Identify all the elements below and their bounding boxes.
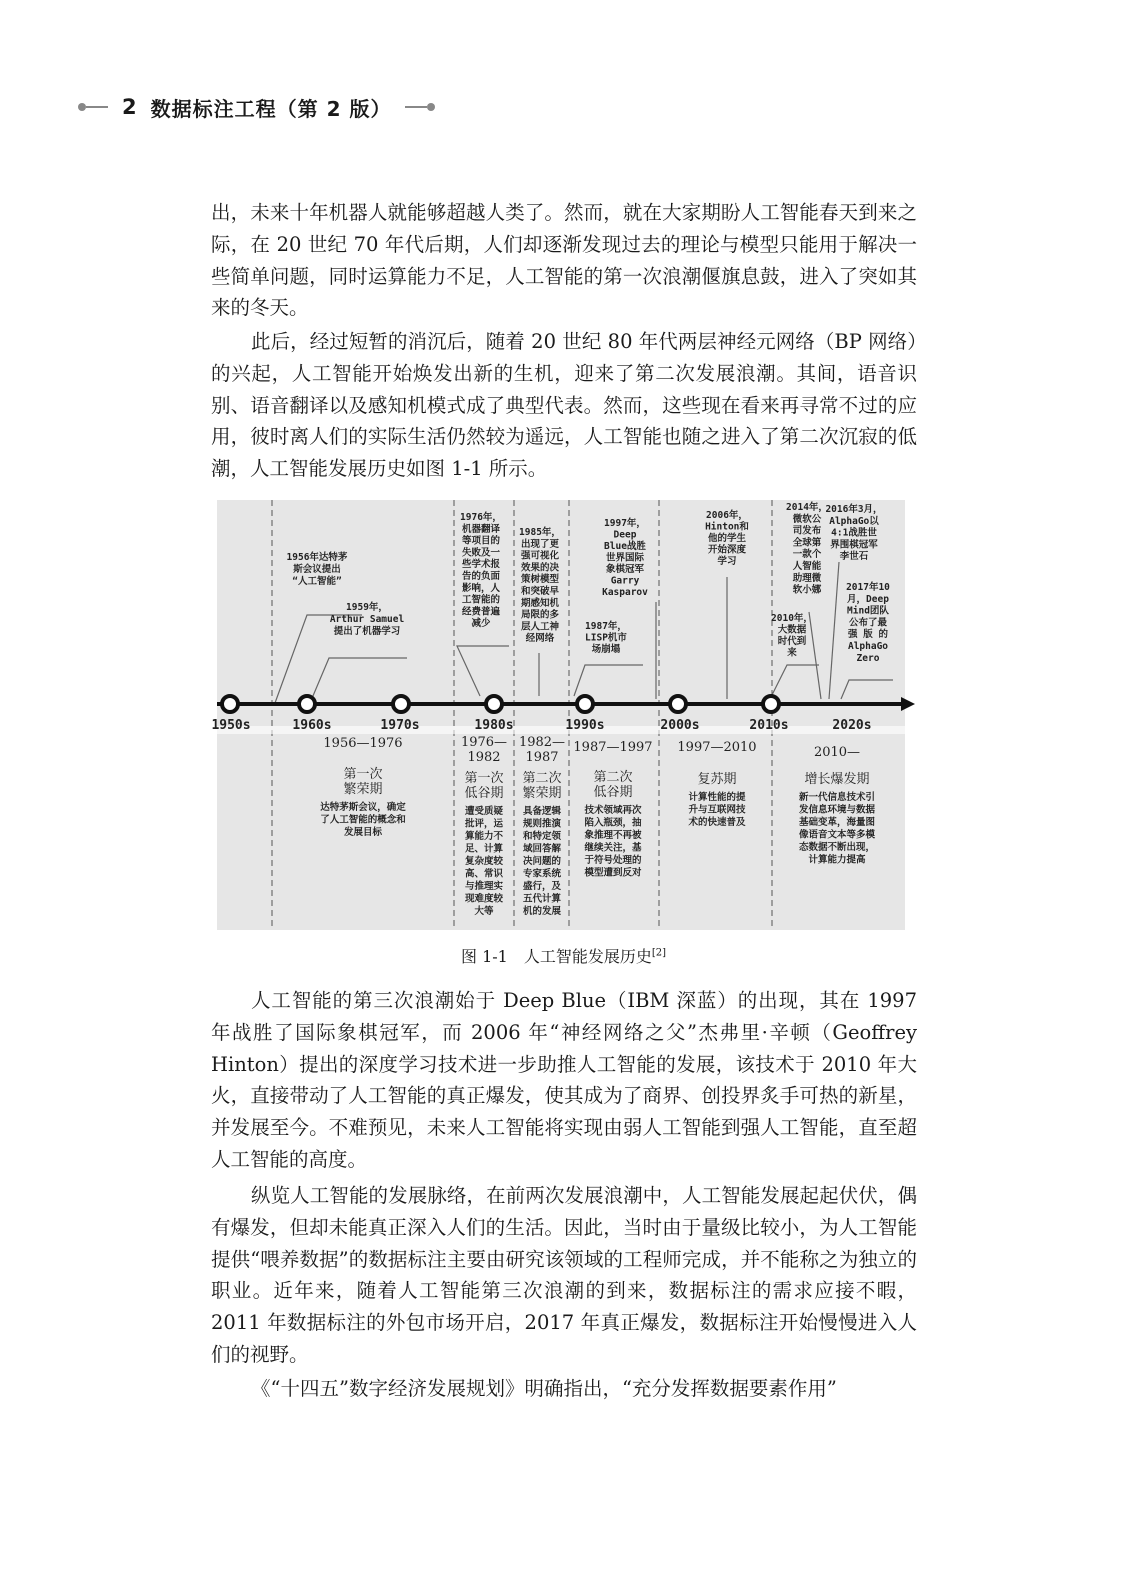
event-text-line: 软小娜 [792,584,822,596]
event-text-line: 机器翻译 [461,523,501,535]
event-text-line: 场崩塌 [591,644,621,655]
event-text-line: 策树模型 [520,574,560,586]
event-text-line: Kasparov [602,587,648,598]
period-desc-line: 与推理实 [464,881,504,892]
event-text-line: 2016年3月， [825,504,883,515]
period-desc-line: 机的发展 [522,906,562,917]
event-text-line: 2014年， [786,502,828,513]
period-name: 第一次 [464,771,504,786]
event-text-line: 月，Deep [847,593,889,605]
period-desc-line: 算能力不 [464,831,504,842]
period-desc-line: 规则推演 [522,818,562,830]
running-header [78,92,478,122]
event-1976 [460,511,502,629]
period-name: 第二次 [593,770,633,785]
axis-label: 2020s [832,718,872,733]
axis-label: 2010s [749,718,789,733]
event-text-line: 大数据 [777,624,807,636]
period-desc-line: 像语音文本等多模 [798,829,876,841]
timeline-svg [211,500,905,930]
event-text-line: 些学术报 [461,559,501,571]
header-right-rule [405,106,427,108]
period-years: 1987—1997 [573,740,653,755]
event-text-line: Hinton和 [705,521,749,533]
event-text-line: “人工智能” [292,576,342,587]
period-desc-line: 态数据不断出现， [798,842,876,853]
header-right-dot [427,103,435,111]
event-text-line: 告的负面 [461,571,501,582]
period-years: 1956—1976 [323,736,403,751]
period-desc-line: 大等 [474,906,494,917]
event-text-line: 局限的多 [520,609,560,621]
event-text-line: 2017年10 [846,582,890,593]
period-desc-line: 遭受质疑 [464,806,504,817]
period-years: 1987 [525,750,559,765]
event-text-line: Deep [613,529,637,541]
event-text-line: 公布了最 [848,617,888,629]
period-years: 1976— [460,735,508,750]
period-name: 繁荣期 [343,782,383,797]
period-desc-line: 模型遭到反对 [584,867,642,879]
period-desc-line: 发展目标 [343,827,383,838]
header-left-rule [86,106,108,108]
period-desc-line: 于符号处理的 [584,855,642,866]
period-years: 1982 [467,750,501,765]
event-1985 [519,526,561,644]
period-desc-line: 专家系统 [522,868,562,880]
event-text-line: 2006年， [706,510,748,521]
event-text-line: 来 [787,647,797,659]
axis-node [393,696,409,712]
event-text-line: 界围棋冠军 [830,539,878,551]
period-block [461,735,507,917]
event-text-line: AlphaGo [847,641,889,652]
period-desc-line: 足、计算 [464,843,504,855]
event-text-line: 斯会议提出 [293,564,341,575]
event-text-line: 期感知机 [520,597,560,609]
event-text-line: 提出了机器学习 [333,626,401,637]
event-text-line: 全球第 [792,537,822,549]
event-text-line: 层人工神 [520,621,560,633]
period-desc-line: 了人工智能的概念和 [320,814,406,826]
event-text-line: AlphaGo以 [829,515,879,527]
event-text-line: 强可视化 [520,550,560,562]
period-years: 1997—2010 [677,740,757,755]
event-text-line: 世界国际 [605,552,645,564]
event-text-line: Zero [856,652,880,664]
period-name: 第二次 [522,771,562,786]
event-text-line: 等项目的 [461,535,501,547]
period-desc-line: 五代计算 [522,893,562,905]
ai-history-timeline-figure [211,500,905,930]
period-desc-line: 批评，运 [464,818,504,830]
event-text-line: 学习 [717,556,737,567]
event-text-line: 时代到 [777,636,807,647]
event-text-line: Arthur Samuel [329,614,405,625]
period-years: 1982— [518,735,566,750]
event-text-line: 4:1战胜世 [831,527,877,539]
event-text-line: 2010年， [771,613,813,624]
period-desc-line: 决问题的 [522,856,562,867]
event-text-line: 1985年， [519,527,561,538]
period-desc-line: 象推理不再被 [584,830,642,841]
axis-node [670,696,686,712]
paragraph: 《“十四五”数字经济发展规划》明确指出，“充分发挥数据要素作用” [251,1377,837,1400]
event-2017 [846,581,890,664]
event-text-line: 象棋冠军 [605,564,645,575]
event-text-line: 李世石 [839,551,869,563]
event-text-line: 助理微 [792,572,822,584]
event-text-line: 出现了更 [520,538,560,550]
period-desc-line: 陷入瓶颈，抽 [584,817,642,829]
page-number: 2 [122,95,137,119]
book-title: 数据标注工程（第 2 版） [150,96,392,121]
event-text-line: 失败及一 [461,547,501,559]
period-desc-line: 现难度较 [464,893,504,905]
period-desc-line: 具备逻辑 [522,806,562,817]
period-desc-line: 术的快速普及 [688,817,746,828]
event-text-line: 经费普遍 [461,606,501,618]
period-desc-line: 达特茅斯会议，确定 [320,802,406,813]
event-text-line: 影响，人 [461,582,501,594]
period-name: 繁荣期 [522,786,562,801]
period-desc-line: 发信息环境与数据 [798,804,876,816]
event-text-line: 人智能 [792,561,822,572]
axis-node [763,696,779,712]
axis-label: 1980s [474,718,514,733]
event-text-line: Blue战胜 [604,541,646,552]
period-desc-line: 计算性能的提 [688,792,746,803]
event-text-line: 效果的决 [520,562,560,574]
period-desc-line: 域回答解 [522,843,562,855]
event-text-line: Garry [610,575,640,587]
period-desc-line: 高、常识 [464,868,504,880]
axis-node [222,696,238,712]
paragraph: 纵览人工智能的发展脉络，在前两次发展浪潮中，人工智能发展起起伏伏，偶有爆发，但却未能真正深入人们的生活。因此，当时由于量级比较小，为人工智能提供“喂养数据”的数据标注主要由研究该领域的工程师完成，并不能称之为独立的职业。近年来，随着人工智能第三次浪潮的到来，数据标注的需求应接不暇，2011 年数据标注的外包市场开启，2017 年真正爆发，数据标注开始慢慢进入人们的视野。 [211,1184,917,1366]
event-text-line: 经网络 [525,633,555,645]
event-text-line: Mind团队 [847,605,889,617]
event-text-line: 司发布 [792,525,822,537]
axis-node [577,696,593,712]
axis-label: 1950s [211,718,251,733]
event-text-line: 1956年达特茅 [286,552,348,563]
period-desc-line: 新一代信息技术引 [798,792,876,803]
period-block [519,735,565,917]
event-text-line: 微软公 [792,513,822,525]
figure-caption [0,944,1127,967]
event-text-line: 1997年， [604,518,646,529]
period-years: 2010— [813,745,861,760]
timeline-arrow [901,697,915,711]
event-text-line: 1976年， [460,512,502,523]
axis-label: 2000s [660,718,700,733]
event-text-line: 工智能的 [461,594,501,606]
axis-label: 1970s [380,718,420,733]
event-1956 [287,551,348,587]
period-desc-line: 技术领域再次 [584,805,642,816]
period-name: 低谷期 [593,785,633,800]
axis-node [486,696,502,712]
axis-label: 1960s [292,718,332,733]
event-text-line: 1987年， [585,621,627,632]
period-desc-line: 计算能力提高 [808,854,866,866]
period-desc-line: 继续关注，基 [584,842,642,854]
event-text-line: LISP机市 [585,632,627,644]
paragraph: 出，未来十年机器人就能够超越人类了。然而，就在大家期盼人工智能春天到来之际，在 20 世纪 70 年代后期，人们却逐渐发现过去的理论与模型只能用于解决一些简单问题，同时运算能力不足，人工智能的第一次浪潮偃旗息鼓，进入了突如其来的冬天。 [211,201,917,320]
event-text-line: 1959年， [346,602,388,613]
period-name: 复苏期 [697,772,737,787]
figure-caption-ref: [2] [651,947,667,959]
period-name: 低谷期 [464,786,504,801]
period-desc-line: 盛行，及 [522,881,562,892]
paragraph: 人工智能的第三次浪潮始于 Deep Blue（IBM 深蓝）的出现，其在 1997 年战胜了国际象棋冠军，而 2006 年“神经网络之父”杰弗里·辛顿（Geoffrey Hinton）提出的深度学习技术进一步助推人工智能的发展，该技术于 2010 年大火，直接带动了人工智能的真正爆发，使其成为了商界、创投界炙手可热的新星，并发展至今。不难预见，未来人工智能将实现由弱人工智能到强人工智能，直至超人工智能的高度。 [211,989,917,1171]
event-text-line: 和突破早 [520,586,560,597]
period-desc-line: 基础变革，海量图 [798,817,876,828]
period-desc-line: 复杂度较 [464,856,504,867]
event-text-line: 开始深度 [707,544,747,556]
figure-caption-text: 图 1-1 人工智能发展历史 [460,947,652,966]
event-text-line: 强 版 的 [848,629,888,641]
period-name: 增长爆发期 [804,772,870,787]
paragraph: 此后，经过短暂的消沉后，随着 20 世纪 80 年代两层神经元网络（BP 网络）的兴起，人工智能开始焕发出新的生机，迎来了第二次发展浪潮。其间，语音识别、语音翻译以及感知机模式成了典型代表。然而，这些现在看来再寻常不过的应用，彼时离人们的实际生活仍然较为遥远，人工智能也随之进入了第二次沉寂的低潮，人工智能发展历史如图 1-1 所示。 [211,330,917,481]
event-text-line: 减少 [471,618,491,630]
period-desc-line: 和特定领 [522,831,562,842]
axis-node [299,696,315,712]
event-text-line: 他的学生 [707,533,747,544]
event-text-line: 一款个 [792,549,822,561]
period-name: 第一次 [343,767,383,782]
period-desc-line: 升与互联网技 [688,804,746,816]
axis-label: 1990s [565,718,605,733]
header-left-dot [78,103,86,111]
